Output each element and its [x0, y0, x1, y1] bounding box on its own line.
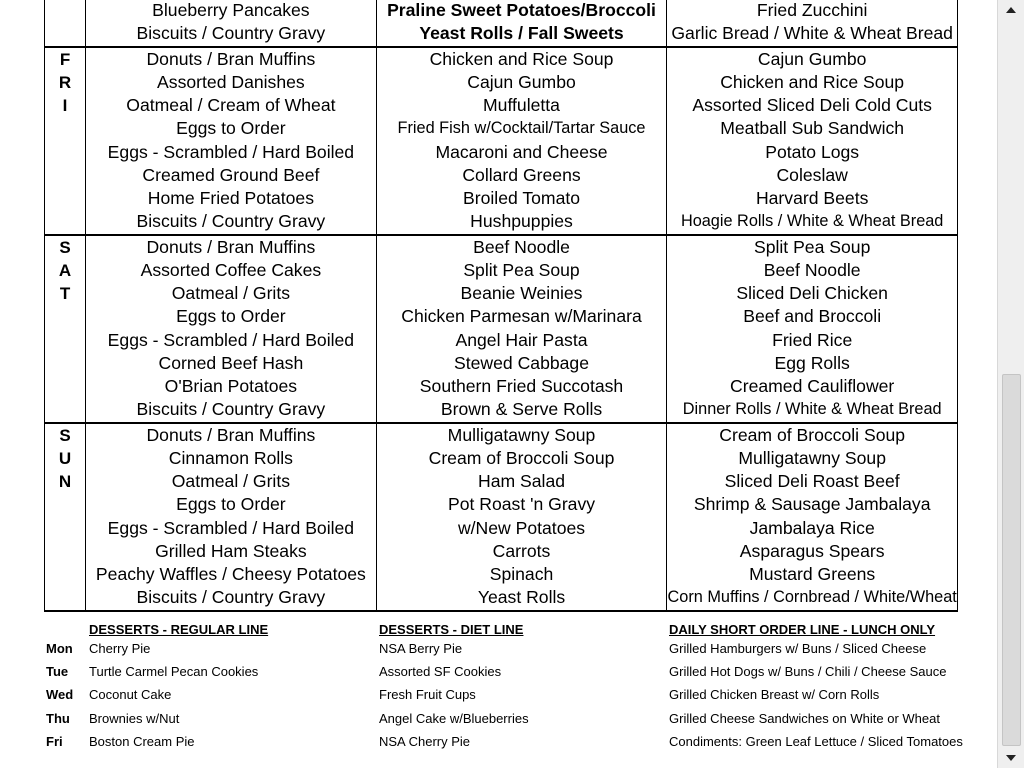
lunch-item: Ham Salad	[477, 471, 566, 491]
lunch-item: Hushpuppies	[470, 211, 573, 232]
dinner-item: Asparagus Spears	[739, 540, 885, 561]
lunch-item: w/New Potatoes	[457, 517, 586, 538]
breakfast-item: Oatmeal / Grits	[171, 471, 291, 491]
dinner-item: Cream of Broccoli Soup	[719, 424, 906, 445]
lunch-cell	[376, 0, 667, 47]
dinner-cell	[667, 0, 958, 47]
dinner-item: Assorted Sliced Deli Cold Cuts	[692, 95, 932, 115]
regular-dessert-item: Boston Cream Pie	[89, 733, 195, 749]
short-order-item: Grilled Hot Dogs w/ Buns / Chili / Cheese Sauce	[669, 664, 947, 680]
regular-dessert-item: Cherry Pie	[89, 641, 151, 656]
day-row	[45, 423, 958, 611]
dinner-item: Jambalaya Rice	[749, 517, 875, 538]
scrollbar-thumb[interactable]	[1002, 374, 1021, 746]
arrow-up-icon	[1006, 7, 1016, 13]
day-letter: R	[58, 72, 72, 92]
day-letters	[45, 423, 86, 611]
arrow-down-icon	[1006, 755, 1016, 761]
dinner-item: Coleslaw	[776, 164, 848, 185]
lunch-item: Muffuletta	[483, 95, 560, 115]
dinner-item: Mustard Greens	[749, 564, 876, 584]
breakfast-item: Donuts / Bran Muffins	[146, 48, 316, 69]
scroll-down-button[interactable]	[1001, 748, 1021, 768]
lunch-item: Southern Fried Succotash	[419, 376, 624, 396]
lunch-item: Carrots	[492, 540, 551, 561]
dinner-item: Fried Rice	[772, 329, 853, 350]
breakfast-item: Donuts / Bran Muffins	[146, 424, 316, 445]
lunch-item: Cajun Gumbo	[467, 71, 576, 92]
dinner-item: Harvard Beets	[755, 188, 869, 208]
regular-dessert-item: Turtle Carmel Pecan Cookies	[89, 664, 259, 680]
dinner-item: Sliced Deli Roast Beef	[724, 471, 900, 491]
dinner-item: Cajun Gumbo	[757, 48, 867, 69]
short-order-column	[669, 614, 989, 753]
lunch-item: Yeast Rolls	[477, 587, 566, 608]
dinner-item: Garlic Bread / White & Wheat Bread	[671, 23, 953, 44]
lunch-item: Mulligatawny Soup	[447, 424, 596, 445]
day-letter: T	[59, 284, 71, 303]
day-label: Thu	[46, 710, 70, 726]
lunch-item: Macaroni and Cheese	[435, 141, 608, 162]
breakfast-item: Assorted Coffee Cakes	[140, 259, 322, 280]
dinner-item: Sliced Deli Chicken	[736, 283, 888, 303]
day-label: Mon	[46, 641, 73, 656]
day-letter: S	[59, 237, 71, 257]
breakfast-item: Blueberry Pancakes	[152, 0, 310, 20]
dinner-item: Fried Zucchini	[756, 0, 868, 20]
lunch-item: Brown & Serve Rolls	[440, 399, 603, 420]
lunch-item: Chicken and Rice Soup	[429, 48, 614, 69]
dinner-item: Potato Logs	[765, 141, 860, 162]
day-letter: A	[58, 260, 72, 280]
day-row	[45, 235, 958, 423]
regular-dessert-item: Brownies w/Nut	[89, 710, 180, 726]
day-labels-column	[46, 614, 86, 753]
vertical-scrollbar[interactable]	[997, 0, 1024, 768]
lunch-item: Broiled Tomato	[463, 188, 581, 208]
diet-desserts-heading: DESSERTS - DIET LINE	[379, 622, 524, 637]
day-letters	[45, 0, 86, 47]
breakfast-item: Eggs to Order	[176, 118, 286, 139]
dinner-item: Egg Rolls	[774, 352, 850, 373]
dinner-item: Hoagie Rolls / White & Wheat Bread	[680, 212, 944, 231]
breakfast-cell	[86, 423, 377, 611]
thu-week-row	[45, 0, 958, 47]
breakfast-item: O'Brian Potatoes	[164, 376, 298, 396]
dinner-item: Split Pea Soup	[753, 236, 871, 257]
lunch-item: Yeast Rolls / Fall Sweets	[419, 23, 624, 44]
lunch-item: Stewed Cabbage	[454, 352, 590, 373]
day-letter: N	[58, 472, 72, 491]
breakfast-item: Biscuits / Country Gravy	[136, 587, 326, 608]
day-label: Wed	[46, 687, 74, 703]
regular-desserts-column	[89, 614, 374, 753]
lunch-cell	[376, 47, 667, 235]
lunch-item: Fried Fish w/Cocktail/Tartar Sauce	[397, 119, 646, 138]
dinner-item: Dinner Rolls / White & Wheat Bread	[682, 400, 942, 419]
diet-dessert-item: Assorted SF Cookies	[379, 664, 502, 680]
dinner-item: Mulligatawny Soup	[738, 447, 886, 468]
dinner-item: Shrimp & Sausage Jambalaya	[693, 494, 931, 515]
dinner-cell	[667, 235, 958, 423]
weekly-menu-table	[44, 0, 958, 612]
dinner-item: Creamed Cauliflower	[730, 376, 895, 396]
breakfast-cell	[86, 235, 377, 423]
regular-dessert-item: Coconut Cake	[89, 687, 172, 703]
day-label: Fri	[46, 733, 63, 749]
breakfast-item: Eggs - Scrambled / Hard Boiled	[107, 141, 355, 162]
short-order-item: Condiments: Green Leaf Lettuce / Sliced Tomatoes	[669, 733, 963, 749]
lunch-item: Collard Greens	[462, 164, 581, 185]
breakfast-item: Eggs - Scrambled / Hard Boiled	[107, 517, 355, 538]
lunch-cell	[376, 423, 667, 611]
lunch-item: Spinach	[489, 564, 554, 584]
short-order-item: Grilled Hamburgers w/ Buns / Sliced Cheese	[669, 641, 927, 656]
breakfast-item: Eggs to Order	[176, 494, 286, 515]
day-label: Tue	[46, 664, 69, 680]
breakfast-item: Home Fried Potatoes	[147, 188, 315, 208]
lunch-item: Pot Roast 'n Gravy	[447, 494, 596, 515]
dinner-cell	[667, 423, 958, 611]
diet-desserts-column	[379, 614, 664, 753]
breakfast-item: Assorted Danishes	[157, 71, 305, 92]
breakfast-item: Peachy Waffles / Cheesy Potatoes	[95, 564, 366, 584]
dinner-item: Beef Noodle	[763, 259, 861, 280]
short-order-item: Grilled Chicken Breast w/ Corn Rolls	[669, 687, 880, 703]
dinner-item: Chicken and Rice Soup	[720, 71, 905, 92]
regular-desserts-heading: DESSERTS - REGULAR LINE	[89, 622, 269, 637]
breakfast-item: Corned Beef Hash	[158, 352, 304, 373]
breakfast-item: Biscuits / Country Gravy	[136, 211, 326, 232]
breakfast-cell	[86, 0, 377, 47]
breakfast-item: Biscuits / Country Gravy	[136, 23, 326, 44]
breakfast-item: Grilled Ham Steaks	[155, 540, 307, 561]
lunch-item: Beanie Weinies	[460, 283, 583, 303]
day-row	[45, 47, 958, 235]
lunch-cell	[376, 235, 667, 423]
lunch-item: Cream of Broccoli Soup	[428, 447, 615, 468]
lunch-item: Angel Hair Pasta	[455, 329, 588, 350]
short-order-item: Grilled Cheese Sandwiches on White or Wheat	[669, 710, 940, 726]
diet-dessert-item: NSA Berry Pie	[379, 641, 463, 656]
breakfast-item: Eggs - Scrambled / Hard Boiled	[107, 329, 355, 350]
desserts-short-order-section	[0, 614, 997, 768]
diet-dessert-item: Fresh Fruit Cups	[379, 687, 476, 703]
breakfast-item: Eggs to Order	[176, 306, 286, 327]
breakfast-item: Donuts / Bran Muffins	[146, 236, 316, 257]
dinner-item: Meatball Sub Sandwich	[720, 118, 905, 139]
dinner-item: Beef and Broccoli	[743, 306, 882, 327]
diet-dessert-item: NSA Cherry Pie	[379, 733, 471, 749]
lunch-item: Chicken Parmesan w/Marinara	[401, 306, 642, 327]
day-letters	[45, 47, 86, 235]
breakfast-item: Oatmeal / Cream of Wheat	[126, 95, 336, 115]
scroll-up-button[interactable]	[1001, 0, 1021, 20]
lunch-item: Beef Noodle	[473, 236, 570, 257]
day-letter: S	[59, 425, 71, 445]
breakfast-item: Biscuits / Country Gravy	[136, 399, 326, 420]
diet-dessert-item: Angel Cake w/Blueberries	[379, 710, 529, 726]
day-letter: I	[62, 96, 68, 115]
breakfast-cell	[86, 47, 377, 235]
lunch-item: Praline Sweet Potatoes/Broccoli	[387, 0, 656, 20]
lunch-item: Split Pea Soup	[463, 259, 580, 280]
day-letter: F	[59, 49, 71, 69]
day-letter: U	[58, 448, 72, 468]
breakfast-item: Oatmeal / Grits	[171, 283, 291, 303]
dinner-cell	[667, 47, 958, 235]
day-letters	[45, 235, 86, 423]
breakfast-item: Cinnamon Rolls	[168, 447, 293, 468]
short-order-heading: DAILY SHORT ORDER LINE - LUNCH ONLY	[669, 622, 936, 637]
breakfast-item: Creamed Ground Beef	[142, 164, 320, 185]
dinner-item: Corn Muffins / Cornbread / White/Wheat	[667, 588, 957, 607]
